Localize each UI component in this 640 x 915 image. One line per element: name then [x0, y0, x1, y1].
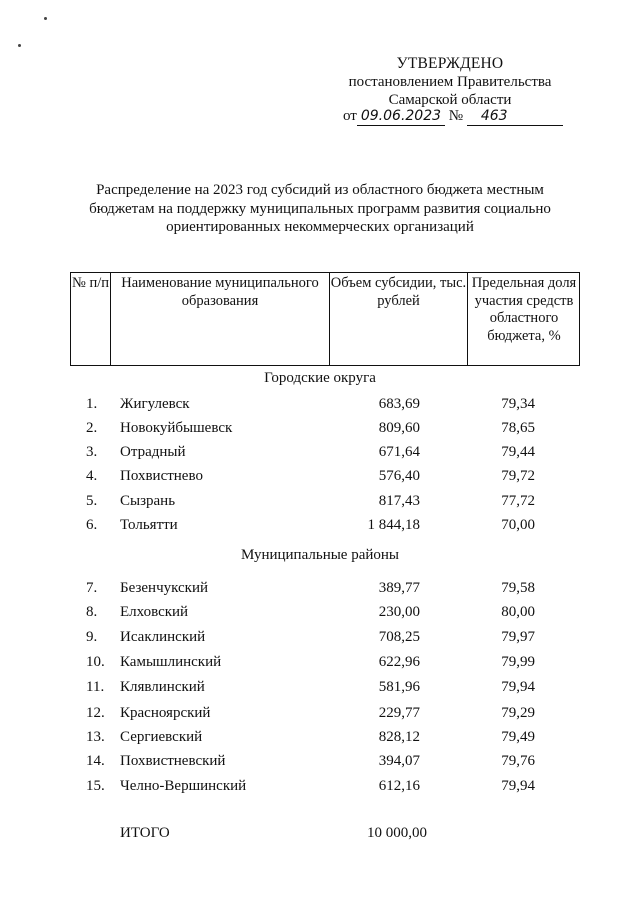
row-num: 11. — [86, 679, 105, 695]
row-amount: 1 844,18 — [367, 517, 420, 533]
table-header — [70, 272, 580, 366]
date-prefix: от — [343, 108, 357, 124]
row-name: Похвистневский — [120, 753, 226, 769]
row-num: 2. — [86, 420, 98, 436]
row-share: 79,76 — [501, 753, 535, 769]
row-num: 15. — [86, 778, 105, 794]
row-name: Безенчукский — [120, 580, 209, 596]
row-amount: 671,64 — [378, 444, 420, 460]
document-title: Распределение на 2023 год субсидий из областного бюджета местным бюджетам на поддержку муниципальных программ развития социально ориентированных некоммерческих организаций — [89, 182, 551, 235]
total-amount: 10 000,00 — [367, 825, 427, 841]
handwritten-number: 463 — [467, 108, 563, 126]
approved-line-1: постановлением Правительства — [348, 74, 552, 90]
row-share: 79,94 — [501, 679, 535, 695]
row-name: Новокуйбышевск — [120, 420, 233, 436]
table-row — [0, 778, 640, 798]
row-amount: 828,12 — [378, 729, 420, 745]
row-num: 13. — [86, 729, 105, 745]
row-num: 14. — [86, 753, 105, 769]
row-share: 70,00 — [501, 517, 535, 533]
number-label: № — [448, 108, 464, 124]
row-share: 77,72 — [501, 493, 535, 509]
header-num: № п/п — [71, 273, 111, 365]
row-num: 8. — [86, 604, 98, 620]
table-row — [0, 396, 640, 416]
total-label: ИТОГО — [120, 825, 170, 841]
table-row — [0, 517, 640, 537]
header-amount: Объем субсидии, тыс. рублей — [330, 273, 468, 365]
table-row — [0, 705, 640, 725]
row-amount: 817,43 — [378, 493, 420, 509]
row-name: Отрадный — [120, 444, 186, 460]
row-share: 79,99 — [501, 654, 535, 670]
subsidy-table — [70, 272, 580, 366]
row-amount: 576,40 — [378, 468, 420, 484]
row-name: Тольятти — [120, 517, 178, 533]
row-name: Красноярский — [120, 705, 211, 721]
row-name: Исаклинский — [120, 629, 206, 645]
row-share: 78,65 — [501, 420, 535, 436]
table-row — [0, 468, 640, 488]
row-amount: 683,69 — [378, 396, 420, 412]
table-row — [0, 729, 640, 749]
row-share: 79,94 — [501, 778, 535, 794]
table-row — [0, 753, 640, 773]
row-share: 79,29 — [501, 705, 535, 721]
row-name: Сызрань — [120, 493, 176, 509]
row-amount: 389,77 — [378, 580, 420, 596]
row-amount: 394,07 — [378, 753, 420, 769]
row-num: 3. — [86, 444, 98, 460]
row-share: 79,49 — [501, 729, 535, 745]
handwritten-date: 09.06.2023 — [357, 108, 445, 126]
row-share: 79,44 — [501, 444, 535, 460]
approval-block — [330, 55, 570, 109]
row-num: 1. — [86, 396, 98, 412]
row-share: 79,72 — [501, 468, 535, 484]
table-row — [0, 580, 640, 600]
row-amount: 708,25 — [378, 629, 420, 645]
approved-heading: УТВЕРЖДЕНО — [396, 55, 504, 72]
row-name: Челно-Вершинский — [120, 778, 247, 794]
row-amount: 229,77 — [378, 705, 420, 721]
table-row — [0, 444, 640, 464]
table-row — [0, 629, 640, 649]
row-num: 10. — [86, 654, 105, 670]
row-share: 79,58 — [501, 580, 535, 596]
table-row — [0, 604, 640, 624]
row-name: Похвистнево — [120, 468, 203, 484]
row-share: 80,00 — [501, 604, 535, 620]
row-num: 6. — [86, 517, 98, 533]
table-row — [0, 679, 640, 699]
approved-line-2: Самарской области — [388, 92, 512, 108]
header-share: Предельная доля участия средств областного бюджета, % — [471, 275, 577, 344]
section-title: Муниципальные районы — [240, 547, 400, 563]
row-num: 7. — [86, 580, 98, 596]
row-amount: 622,96 — [378, 654, 420, 670]
header-name: Наименование муниципального образования — [111, 273, 330, 365]
row-num: 4. — [86, 468, 98, 484]
row-name: Камышлинский — [120, 654, 222, 670]
section-title: Городские округа — [264, 370, 376, 386]
row-num: 12. — [86, 705, 105, 721]
row-name: Сергиевский — [120, 729, 203, 745]
row-amount: 581,96 — [378, 679, 420, 695]
approval-date-line — [343, 108, 563, 126]
row-amount: 809,60 — [378, 420, 420, 436]
table-row — [0, 420, 640, 440]
row-num: 5. — [86, 493, 98, 509]
row-share: 79,97 — [501, 629, 535, 645]
row-amount: 612,16 — [378, 778, 420, 794]
row-share: 79,34 — [501, 396, 535, 412]
row-name: Жигулевск — [120, 396, 190, 412]
scan-speck — [44, 17, 47, 20]
row-num: 9. — [86, 629, 98, 645]
scan-speck — [18, 44, 21, 47]
table-row — [0, 654, 640, 674]
row-name: Елховский — [120, 604, 189, 620]
row-amount: 230,00 — [378, 604, 420, 620]
table-row — [0, 493, 640, 513]
row-name: Клявлинский — [120, 679, 205, 695]
